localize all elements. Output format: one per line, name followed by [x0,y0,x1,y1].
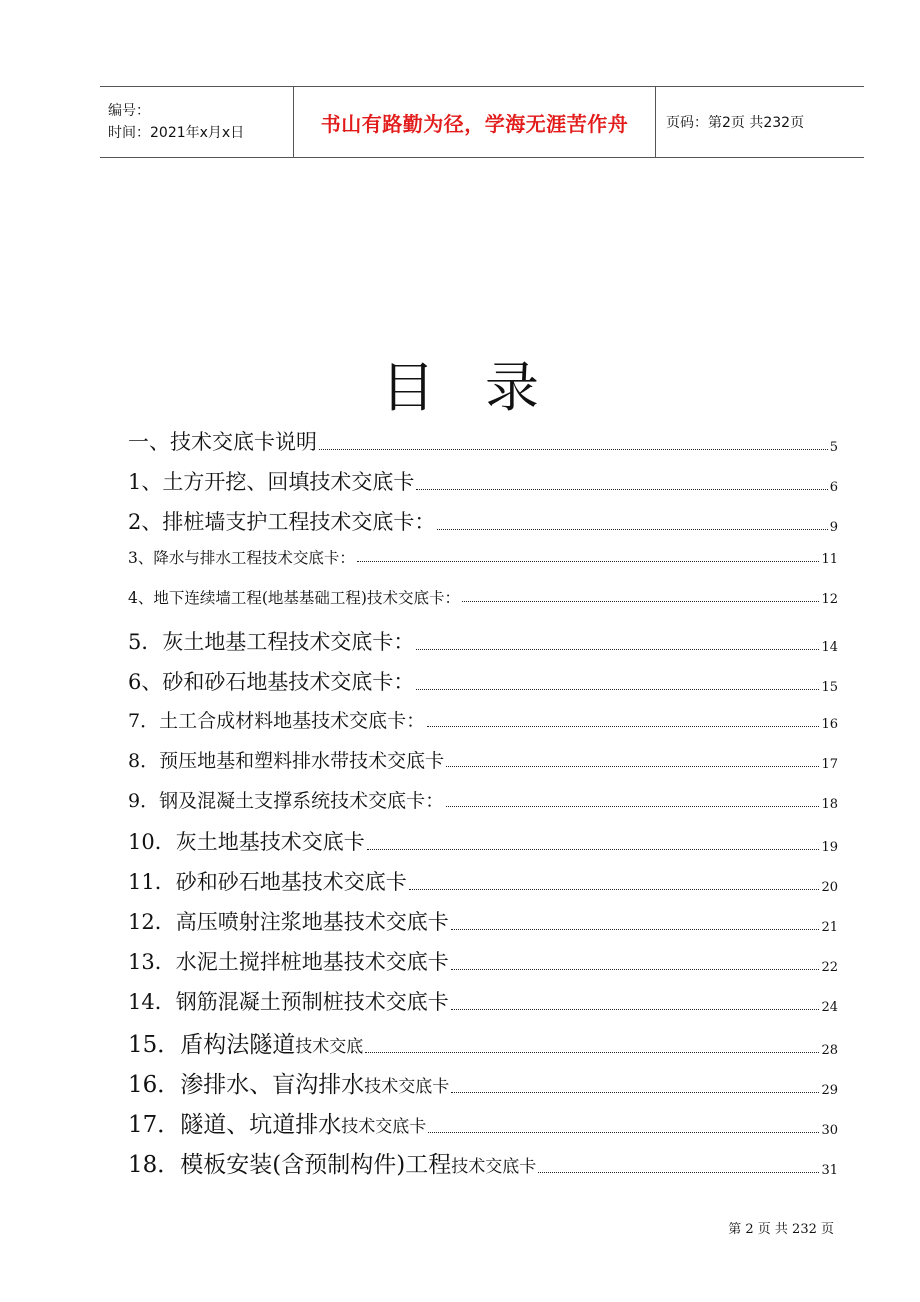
toc-entry-suffix: 技术交底 [295,1037,364,1057]
toc-leader-dots [357,560,820,562]
toc-entry-page: 30 [821,1123,838,1138]
toc-entry-label: 3、降水与排水工程技术交底卡： [128,549,355,567]
page-title: 目录 [381,356,589,419]
toc-entry[interactable] [128,906,838,936]
toc-entry-label: 13．水泥土搅拌桩地基技术交底卡 [128,950,449,974]
toc-entry-page: 15 [821,680,838,695]
toc-entry[interactable] [128,826,838,856]
toc-entry-page: 19 [821,840,838,855]
toc-entry-page: 20 [821,880,838,895]
toc-entry[interactable] [128,1026,838,1059]
page-header [100,86,864,158]
toc-leader-dots [451,928,820,930]
toc-entry-page: 16 [821,717,838,732]
toc-entry-title: 18．模板安装(含预制构件)工程 [128,1152,452,1178]
toc-entry-label: 2、排桩墙支护工程技术交底卡： [128,510,436,534]
toc-entry[interactable] [128,586,838,608]
toc-entry-suffix: 技术交底卡 [341,1117,427,1137]
document-time: 时间：2021年x月x日 [108,125,245,141]
toc-entry-label [128,1066,449,1099]
toc-entry-page: 6 [829,480,838,495]
toc-entry-label: 12．高压喷射注浆地基技术交底卡 [128,910,449,934]
toc-entry-label [128,1026,363,1059]
toc-entry-label: 14．钢筋混凝土预制桩技术交底卡 [128,990,449,1014]
toc-leader-dots [451,968,820,970]
toc-entry[interactable] [128,946,838,976]
toc-entry-label: 1、土方开挖、回填技术交底卡 [128,470,415,494]
toc-entry-label: 8．预压地基和塑料排水带技术交底卡 [128,750,445,772]
toc-entry-page: 9 [829,520,838,535]
header-meta [100,87,294,157]
toc-entry[interactable] [128,1106,838,1139]
toc-entry-page: 5 [829,440,838,455]
toc-entry[interactable] [128,466,838,496]
toc-entry[interactable] [128,506,838,536]
toc-entry[interactable] [128,1146,838,1179]
header-motto-cell [294,87,656,157]
toc-entry-label: 4、地下连续墙工程(地基基础工程)技术交底卡： [128,589,460,607]
toc-leader-dots [446,765,819,767]
toc-entry-page: 29 [821,1083,838,1098]
toc-entry-page: 14 [821,640,838,655]
toc-leader-dots [416,688,819,690]
toc-leader-dots [462,600,819,602]
toc-entry-page: 24 [821,1000,838,1015]
toc-entry[interactable] [128,546,838,568]
header-page-info: 页码：第2页 共232页 [666,115,805,131]
toc-entry[interactable] [128,786,838,813]
toc-entry[interactable] [128,706,838,733]
toc-entry[interactable] [128,626,838,656]
toc-leader-dots [409,888,820,890]
toc-leader-dots [416,488,827,490]
toc-entry-label: 10．灰土地基技术交底卡 [128,830,365,854]
toc-entry[interactable] [128,426,838,456]
toc-entry-label [128,1146,536,1179]
toc-leader-dots [428,1131,819,1133]
toc-leader-dots [416,648,819,650]
toc-entry-label: 9．钢及混凝土支撑系统技术交底卡： [128,790,445,812]
toc-entry-page: 18 [821,797,838,812]
page-footer: 第 2 页 共 232 页 [728,1222,834,1237]
toc-entry-page: 11 [821,552,838,567]
toc-entry-page: 31 [821,1163,838,1178]
toc-leader-dots [451,1008,820,1010]
toc-entry-label: 一、技术交底卡说明 [128,430,317,454]
toc-leader-dots [365,1051,819,1053]
header-motto: 书山有路勤为径，学海无涯苦作舟 [320,111,629,136]
toc-entry[interactable] [128,1066,838,1099]
toc-leader-dots [446,805,819,807]
toc-entry-label: 6、砂和砂石地基技术交底卡： [128,670,415,694]
toc-entry-label: 11．砂和砂石地基技术交底卡 [128,870,407,894]
toc-entry-title: 16．渗排水、盲沟排水 [128,1072,365,1098]
toc-entry-title: 17．隧道、坑道排水 [128,1112,342,1138]
toc-entry-page: 28 [821,1043,838,1058]
toc-entry-title: 15．盾构法隧道 [128,1032,296,1058]
toc-entry-suffix: 技术交底卡 [451,1157,537,1177]
toc-entry[interactable] [128,746,838,773]
toc-entry-label [128,1106,426,1139]
toc-entry[interactable] [128,666,838,696]
toc-leader-dots [319,448,828,450]
document-number-label: 编号： [108,103,150,119]
toc-leader-dots [437,528,827,530]
toc-leader-dots [427,725,819,727]
toc-entry-page: 12 [821,592,838,607]
toc-leader-dots [367,848,820,850]
toc-entry-page: 17 [821,757,838,772]
toc-entry-page: 21 [821,920,838,935]
toc-leader-dots [538,1171,819,1173]
toc-entry-page: 22 [821,960,838,975]
toc-entry[interactable] [128,866,838,896]
toc-entry[interactable] [128,986,838,1016]
header-page-info-cell [656,87,864,157]
toc-entry-suffix: 技术交底卡 [364,1077,450,1097]
toc-entry-label: 7．土工合成材料地基技术交底卡： [128,710,426,732]
toc-leader-dots [451,1091,819,1093]
toc-entry-label: 5．灰土地基工程技术交底卡： [128,630,415,654]
